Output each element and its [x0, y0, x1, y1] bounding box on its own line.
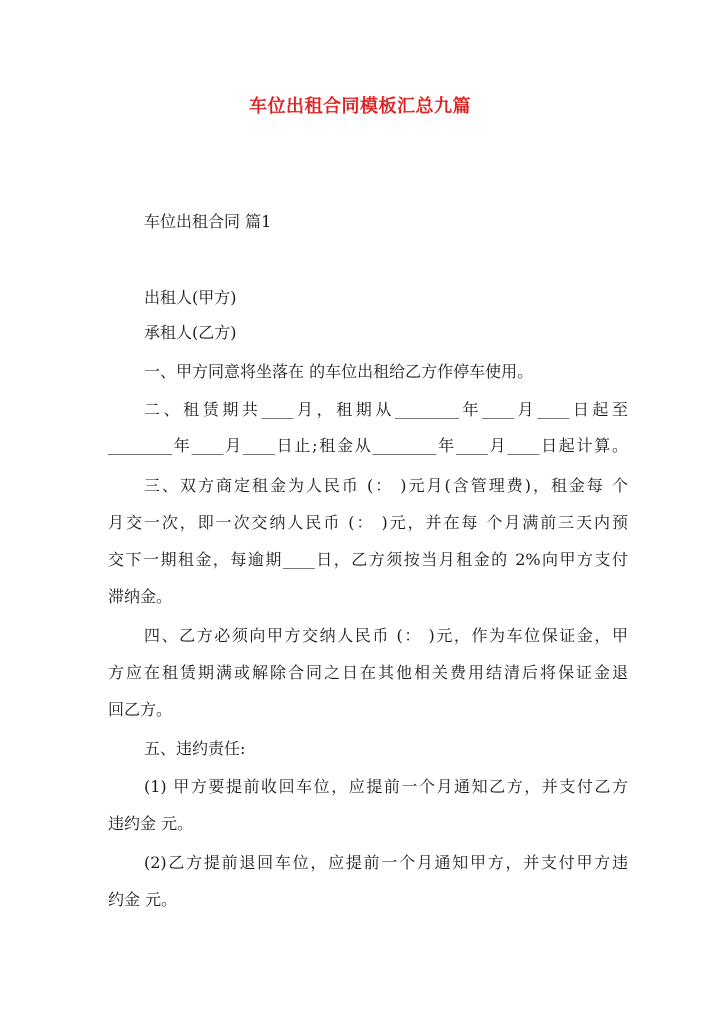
clause-4-line-2: 方应在租赁期满或解除合同之日在其他相关费用结清后将保证金退: [108, 663, 628, 682]
document-title: 车位出租合同模板汇总九篇: [249, 96, 471, 117]
clause-5-item-1-line-1: (1) 甲方要提前收回车位，应提前一个月通知乙方，并支付乙方: [144, 777, 628, 796]
clause-5-heading: 五、违约责任:: [144, 739, 246, 758]
clause-1-line: 一、甲方同意将坐落在 的车位出租给乙方作停车使用。: [144, 362, 534, 381]
clause-5-item-1-line-2: 违约金 元。: [108, 814, 194, 833]
clause-2-line-2: ________年____月____日止;租金从________年____月____日起计算。: [108, 436, 628, 455]
clause-3-line-1: 三、双方商定租金为人民币 (： )元月(含管理费)，租金每 个: [144, 476, 628, 495]
lessor-line: 出租人(甲方): [144, 288, 237, 307]
clause-2-line-1: 二、租赁期共____月，租期从________年____月____日起至: [144, 400, 628, 419]
clause-3-line-3: 交下一期租金，每逾期____日，乙方须按当月租金的 2%向甲方支付: [108, 550, 628, 569]
lessee-line: 承租人(乙方): [144, 323, 237, 342]
clause-3-line-2: 月交一次，即一次交纳人民币 (： )元，并在每 个月满前三天内预: [108, 513, 628, 532]
clause-5-item-2-line-2: 约金 元。: [108, 890, 178, 909]
clause-4-line-1: 四、乙方必须向甲方交纳人民币 (： )元，作为车位保证金，甲: [144, 626, 628, 645]
section-heading: 车位出租合同 篇1: [144, 212, 272, 231]
clause-5-item-2-line-1: (2)乙方提前退回车位，应提前一个月通知甲方，并支付甲方违: [144, 853, 628, 872]
clause-3-line-4: 滞纳金。: [108, 587, 173, 606]
clause-4-line-3: 回乙方。: [108, 700, 173, 719]
